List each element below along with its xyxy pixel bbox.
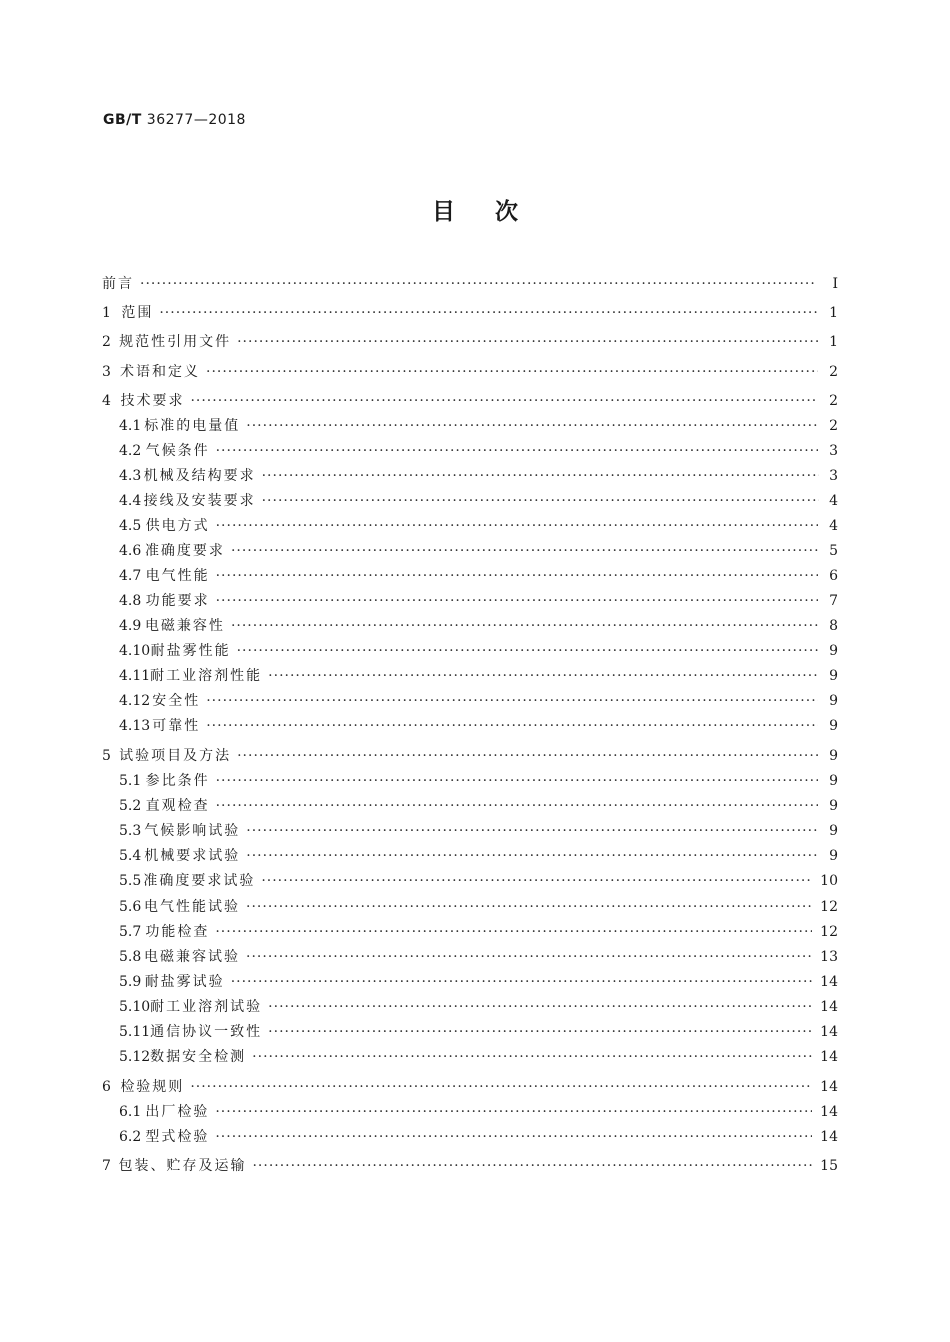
toc-entry-number: 4.6 xyxy=(119,543,142,559)
toc-entry-page: 9 xyxy=(829,668,838,684)
toc-dot-leader xyxy=(268,1021,812,1043)
toc-entry-number: 5.10 xyxy=(119,999,151,1015)
toc-dot-leader xyxy=(216,770,818,792)
toc-entry-page: 14 xyxy=(820,1129,838,1145)
toc-entry-label: 准确度要求试验 xyxy=(143,873,256,889)
toc-entry-page: 1 xyxy=(829,334,838,350)
toc-dot-leader xyxy=(252,1046,812,1068)
toc-entry[interactable] xyxy=(119,820,838,842)
toc-dot-leader xyxy=(206,690,817,712)
toc-dot-leader xyxy=(216,565,818,587)
toc-entry-number: 4.9 xyxy=(119,618,142,634)
toc-entry-number: 5 xyxy=(102,748,111,764)
toc-entry[interactable] xyxy=(119,996,838,1018)
toc-entry-page: 13 xyxy=(820,949,838,965)
toc-entry-page: 12 xyxy=(820,899,838,915)
toc-dot-leader xyxy=(190,390,817,412)
toc-dot-leader xyxy=(215,1101,812,1123)
toc-entry[interactable] xyxy=(119,540,838,562)
toc-dot-leader xyxy=(231,540,818,562)
toc-entry-page: 5 xyxy=(829,543,838,559)
toc-entry[interactable] xyxy=(119,770,838,792)
toc-entry-label: 数据安全检测 xyxy=(150,1049,247,1065)
toc-entry-label: 气候条件 xyxy=(145,443,210,459)
toc-entry[interactable] xyxy=(119,946,838,968)
toc-entry-page: 9 xyxy=(829,643,838,659)
document-code xyxy=(103,112,246,128)
toc-entry[interactable] xyxy=(119,896,838,918)
toc-entry-number: 5.6 xyxy=(119,899,142,915)
toc-entry-label: 功能要求 xyxy=(145,593,210,609)
toc-entry-label: 电磁兼容试验 xyxy=(144,949,241,965)
toc-entry-number: 5.5 xyxy=(119,873,142,889)
toc-entry-page: 14 xyxy=(820,1049,838,1065)
toc-dot-leader xyxy=(215,1126,812,1148)
toc-entry[interactable] xyxy=(102,1076,838,1098)
toc-entry-page: 6 xyxy=(829,568,838,584)
toc-dot-leader xyxy=(159,302,816,324)
toc-entry-number: 4.1 xyxy=(119,418,142,434)
toc-entry-label: 供电方式 xyxy=(145,518,210,534)
toc-entry-label: 试验项目及方法 xyxy=(119,748,232,764)
toc-dot-leader xyxy=(237,331,818,353)
toc-entry-number: 4.3 xyxy=(119,468,142,484)
toc-entry-page: 14 xyxy=(820,1104,838,1120)
toc-entry[interactable] xyxy=(119,1046,838,1068)
toc-entry-page: 9 xyxy=(829,718,838,734)
toc-entry-number: 4 xyxy=(102,393,111,409)
toc-entry-label: 准确度要求 xyxy=(144,543,225,559)
toc-entry-label: 电磁兼容性 xyxy=(144,618,225,634)
toc-entry-number: 5.9 xyxy=(119,974,142,990)
toc-entry-label: 通信协议一致性 xyxy=(150,1024,263,1040)
toc-entry-label: 型式检验 xyxy=(145,1129,210,1145)
toc-entry-label: 机械及结构要求 xyxy=(143,468,256,484)
toc-entry-label: 耐工业溶剂性能 xyxy=(150,668,263,684)
toc-entry-page: 10 xyxy=(820,873,838,889)
toc-entry[interactable] xyxy=(102,361,838,383)
page-title: 目次 xyxy=(432,199,558,225)
toc-entry-page: 14 xyxy=(820,1079,838,1095)
toc-dot-leader xyxy=(268,996,812,1018)
toc-entry-number: 4.13 xyxy=(119,718,151,734)
toc-entry-number: 4.7 xyxy=(119,568,142,584)
toc-entry-label: 气候影响试验 xyxy=(144,823,241,839)
toc-entry-number: 4.5 xyxy=(119,518,142,534)
toc-dot-leader xyxy=(216,440,818,462)
toc-entry-page: 9 xyxy=(829,798,838,814)
toc-entry-page: 8 xyxy=(829,618,838,634)
toc-entry-label: 功能检查 xyxy=(145,924,210,940)
toc-dot-leader xyxy=(216,515,818,537)
toc-entry[interactable] xyxy=(119,640,838,662)
toc-entry-page: 3 xyxy=(829,468,839,484)
toc-entry[interactable] xyxy=(119,1126,838,1148)
toc-entry-page: 9 xyxy=(829,823,838,839)
toc-dot-leader xyxy=(231,615,818,637)
toc-entry[interactable] xyxy=(119,440,838,462)
toc-entry-number: 4.11 xyxy=(119,668,151,684)
toc-entry-number: 5.11 xyxy=(119,1024,151,1040)
toc-entry[interactable] xyxy=(119,715,838,737)
toc-entry-number: 5.3 xyxy=(119,823,142,839)
toc-dot-leader xyxy=(262,490,819,512)
toc-entry[interactable] xyxy=(119,845,838,867)
toc-entry[interactable] xyxy=(102,273,838,295)
toc-entry-number: 6.1 xyxy=(119,1104,142,1120)
toc-dot-leader xyxy=(140,273,816,295)
toc-entry[interactable] xyxy=(119,1021,838,1043)
toc-entry[interactable] xyxy=(119,665,838,687)
toc-entry-page: 1 xyxy=(829,305,839,321)
toc-entry-number: 4.2 xyxy=(119,443,142,459)
toc-dot-leader xyxy=(215,921,812,943)
toc-entry[interactable] xyxy=(119,795,838,817)
toc-entry[interactable] xyxy=(119,615,838,637)
toc-entry-label: 术语和定义 xyxy=(120,364,200,380)
toc-entry[interactable] xyxy=(119,415,838,437)
toc-entry-number: 5.12 xyxy=(119,1049,151,1065)
toc-dot-leader xyxy=(237,640,819,662)
toc-entry-label: 直观检查 xyxy=(145,798,210,814)
toc-dot-leader xyxy=(261,870,812,892)
toc-entry-page: 2 xyxy=(829,364,838,380)
toc-entry-number: 5.2 xyxy=(119,798,142,814)
toc-entry-label: 耐盐雾试验 xyxy=(144,974,225,990)
toc-entry[interactable] xyxy=(119,1101,838,1123)
toc-dot-leader xyxy=(246,415,818,437)
toc-entry[interactable] xyxy=(119,490,838,512)
toc-entry-label: 接线及安装要求 xyxy=(143,493,256,509)
toc-entry-number: 3 xyxy=(102,364,111,380)
toc-entry-number: 4.8 xyxy=(119,593,142,609)
toc-entry-label: 电气性能试验 xyxy=(144,899,241,915)
toc-entry-number: 5.8 xyxy=(119,949,142,965)
toc-dot-leader xyxy=(216,590,818,612)
toc-entry-label: 包装、贮存及运输 xyxy=(118,1158,247,1174)
toc-entry-page: 2 xyxy=(829,418,838,434)
toc-dot-leader xyxy=(246,820,818,842)
toc-entry-number: 6.2 xyxy=(119,1129,142,1145)
toc-dot-leader xyxy=(268,665,819,687)
toc-entry-page: 9 xyxy=(829,748,838,764)
toc-entry-page: 9 xyxy=(829,773,838,789)
toc-dot-leader xyxy=(246,845,818,867)
toc-entry-label: 耐盐雾性能 xyxy=(150,643,231,659)
toc-entry-number: 6 xyxy=(102,1079,111,1095)
toc-entry-number: 1 xyxy=(102,305,111,321)
toc-entry-page: 14 xyxy=(820,999,838,1015)
toc-entry[interactable] xyxy=(102,1155,838,1177)
toc-entry-label: 规范性引用文件 xyxy=(119,334,232,350)
toc-entry-label: 前言 xyxy=(102,276,134,292)
toc-entry[interactable] xyxy=(102,390,838,412)
toc-entry-label: 电气性能 xyxy=(145,568,210,584)
toc-entry-label: 可靠性 xyxy=(152,718,201,734)
toc-dot-leader xyxy=(206,361,818,383)
toc-entry-label: 参比条件 xyxy=(145,773,210,789)
toc-entry-page: 7 xyxy=(829,593,838,609)
toc-dot-leader xyxy=(237,745,818,767)
toc-entry-number: 5.4 xyxy=(119,848,142,864)
toc-dot-leader xyxy=(262,465,819,487)
toc-entry[interactable] xyxy=(102,302,838,324)
toc-entry-page: Ⅰ xyxy=(832,276,838,292)
toc-entry-number: 4.10 xyxy=(119,643,151,659)
toc-entry-page: 14 xyxy=(820,1024,838,1040)
toc-entry-number: 5.7 xyxy=(119,924,142,940)
toc-entry-page: 4 xyxy=(829,493,839,509)
toc-entry-number: 5.1 xyxy=(119,773,142,789)
toc-entry[interactable] xyxy=(119,971,838,993)
toc-entry[interactable] xyxy=(119,515,838,537)
toc-entry[interactable] xyxy=(119,921,838,943)
toc-entry[interactable] xyxy=(102,745,838,767)
toc-entry-number: 7 xyxy=(102,1158,111,1174)
toc-entry-label: 机械要求试验 xyxy=(144,848,241,864)
toc-dot-leader xyxy=(216,795,818,817)
toc-entry-label: 标准的电量值 xyxy=(144,418,241,434)
toc-entry[interactable] xyxy=(119,870,838,892)
toc-entry[interactable] xyxy=(102,331,838,353)
toc-dot-leader xyxy=(252,1155,812,1177)
toc-entry-label: 出厂检验 xyxy=(145,1104,210,1120)
toc-entry[interactable] xyxy=(119,565,838,587)
toc-entry-page: 3 xyxy=(829,443,838,459)
toc-entry-page: 12 xyxy=(820,924,838,940)
toc-entry-page: 14 xyxy=(820,974,838,990)
toc-entry[interactable] xyxy=(119,465,838,487)
toc-entry-page: 15 xyxy=(820,1158,838,1174)
toc-entry-label: 耐工业溶剂试验 xyxy=(150,999,263,1015)
toc-entry-label: 技术要求 xyxy=(120,393,185,409)
toc-entry-label: 范围 xyxy=(121,305,154,321)
toc-dot-leader xyxy=(246,896,812,918)
document-code-prefix: GB/T xyxy=(103,112,142,128)
toc-entry-number: 4.12 xyxy=(119,693,151,709)
toc-entry-number: 4.4 xyxy=(119,493,142,509)
document-code-number: 36277—2018 xyxy=(146,112,246,128)
toc-entry-page: 2 xyxy=(829,393,838,409)
toc-entry-page: 9 xyxy=(829,848,838,864)
toc-entry[interactable] xyxy=(119,690,838,712)
toc-dot-leader xyxy=(206,715,817,737)
toc-entry-label: 安全性 xyxy=(152,693,201,709)
toc-entry[interactable] xyxy=(119,590,838,612)
toc-dot-leader xyxy=(246,946,812,968)
toc-entry-label: 检验规则 xyxy=(120,1079,185,1095)
toc-dot-leader xyxy=(231,971,812,993)
toc-entry-page: 9 xyxy=(829,693,838,709)
toc-dot-leader xyxy=(190,1076,812,1098)
toc-entry-page: 4 xyxy=(829,518,838,534)
toc-entry-number: 2 xyxy=(102,334,111,350)
